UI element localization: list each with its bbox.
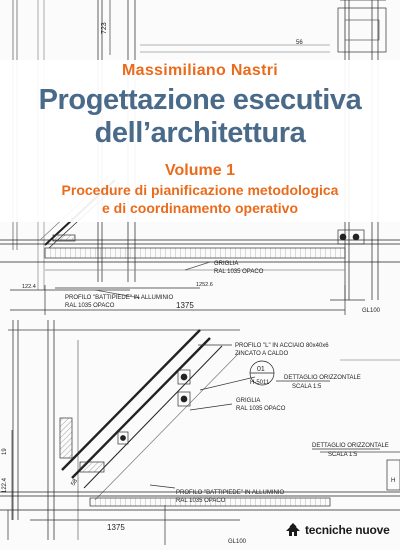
l-profile-label: PROFILO "L" IN ACCIAIO 80x40x6	[235, 343, 329, 349]
book-title-line-1: Progettazione esecutiva	[38, 84, 362, 116]
dim-58: 58	[70, 478, 80, 487]
dim-1375-top: 1375	[176, 301, 194, 310]
book-subtitle-line-1: Procedure di pianificazione metodologica	[61, 182, 339, 198]
volume-label: Volume 1	[165, 162, 235, 179]
detail-number: 01	[257, 366, 265, 373]
profile-ral-top: RAL 1035 OPACO	[65, 303, 115, 309]
lower-detail-drawing	[0, 320, 400, 545]
dim-1252: 1252.6	[196, 282, 213, 288]
grating-ral: RAL 1035 OPACO	[214, 269, 264, 275]
profile-label-bottom: PROFILO "BATTIPIEDE" IN ALLUMINIO	[176, 490, 285, 496]
detail-scale-1: SCALA 1:5	[292, 384, 322, 390]
detail-title-1: DETTAGLIO ORIZZONTALE	[284, 375, 361, 381]
dim-19-left: 19	[2, 448, 8, 455]
dim-122: 122.4	[22, 284, 36, 290]
profile-ral-bottom: RAL 1035 OPACO	[176, 498, 226, 504]
dim-723: 723	[101, 22, 108, 34]
grating-ral-2: RAL 1035 OPACO	[236, 406, 286, 412]
author-name: Massimiliano Nastri	[122, 62, 278, 79]
dim-56: 56	[296, 40, 303, 46]
tecniche-nuove-logo-icon	[285, 522, 301, 538]
publisher-name: tecniche nuove	[305, 523, 390, 537]
dim-1375-bottom: 1375	[107, 523, 125, 532]
dim-122-left: 122.4	[2, 477, 8, 493]
book-title-line-2: dell’architettura	[94, 117, 306, 149]
gl-bottom: GL100	[228, 539, 247, 545]
l-profile-finish: ZINCATO A CALDO	[235, 351, 289, 357]
detail-scale-2: SCALA 1:5	[328, 452, 358, 458]
publisher-logo	[285, 520, 390, 540]
book-subtitle	[0, 181, 400, 217]
right-edge-code: H	[391, 478, 396, 484]
detail-title-2: DETTAGLIO ORIZZONTALE	[312, 443, 389, 449]
detail-code: H-5011	[250, 380, 270, 386]
grating-label: GRIGLIA	[214, 261, 239, 267]
book-title	[0, 84, 400, 150]
gl-top: GL100	[362, 308, 381, 314]
profile-label-top: PROFILO "BATTIPIEDE" IN ALLUMINIO	[65, 295, 174, 301]
book-subtitle-line-2: e di coordinamento operativo	[101, 200, 299, 216]
grating-label-2: GRIGLIA	[236, 398, 261, 404]
